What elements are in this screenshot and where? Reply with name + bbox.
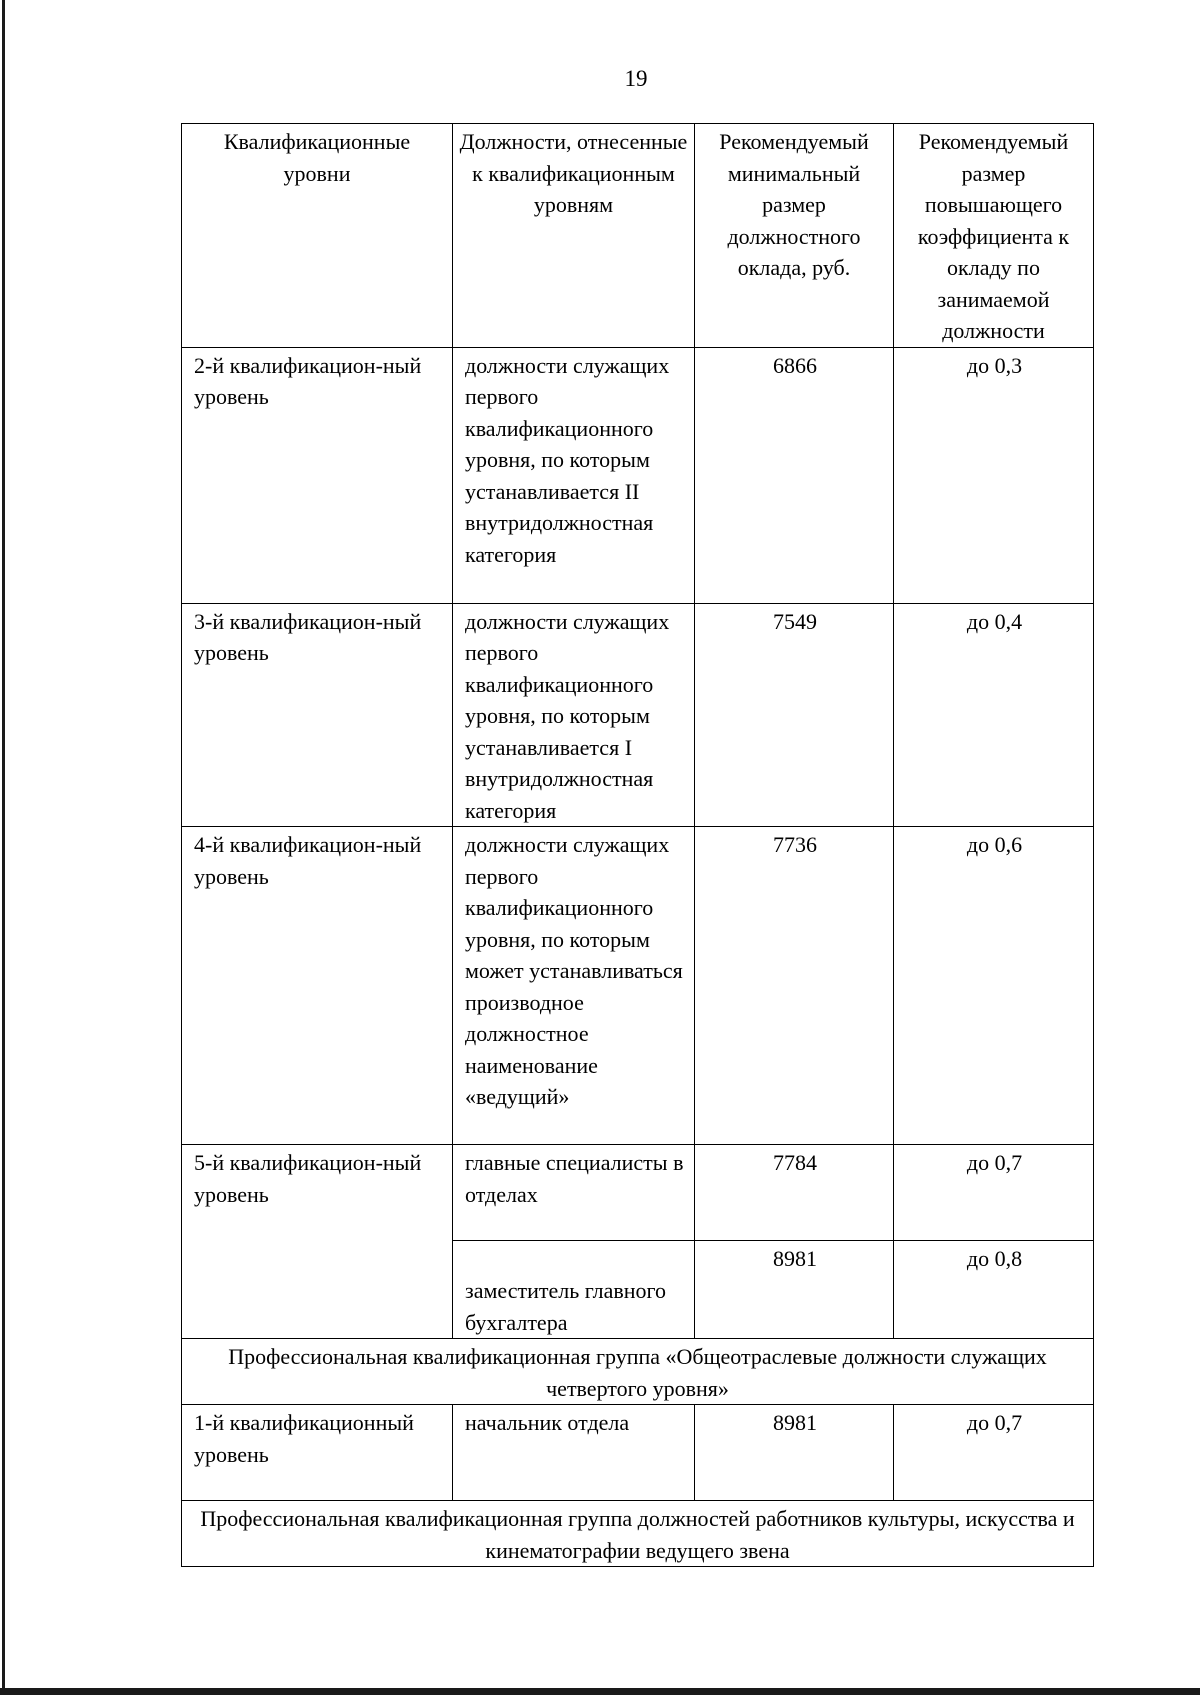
salary-cell: 6866 <box>695 347 894 603</box>
coefficient-cell: до 0,6 <box>894 827 1094 1145</box>
group-heading: Профессиональная квалификационная группа должностей работников культуры, искусства и кинематографии ведущего звена <box>182 1501 1094 1567</box>
table-row <box>182 603 1094 827</box>
group-heading: Профессиональная квалификационная группа «Общеотраслевые должности служащих четвертого уровня» <box>182 1339 1094 1405</box>
coefficient-cell: до 0,4 <box>894 603 1094 827</box>
coefficient-cell: до 0,3 <box>894 347 1094 603</box>
position-cell: должности служащих первого квалификационного уровня, по которым может устанавливаться производное должностное наименование «ведущий» <box>453 827 695 1145</box>
salary-table <box>181 123 1094 1567</box>
header-positions: Должности, отнесенные к квалификационным уровням <box>453 124 695 348</box>
position-cell: заместитель главного бухгалтера <box>453 1241 695 1339</box>
table-row <box>182 1405 1094 1501</box>
scan-edge-bottom <box>0 1688 1200 1695</box>
scan-edge-left <box>2 0 5 1695</box>
position-cell: главные специалисты в отделах <box>453 1145 695 1241</box>
level-cell: 4-й квалификацион-ный уровень <box>182 827 453 1145</box>
header-qualification-levels: Квалификационные уровни <box>182 124 453 348</box>
header-min-salary: Рекомендуемый минимальный размер должностного оклада, руб. <box>695 124 894 348</box>
coefficient-cell: до 0,8 <box>894 1241 1094 1339</box>
level-cell: 3-й квалификацион-ный уровень <box>182 603 453 827</box>
salary-cell: 8981 <box>695 1405 894 1501</box>
level-cell: 1-й квалификационный уровень <box>182 1405 453 1501</box>
group-row <box>182 1501 1094 1567</box>
position-cell: начальник отдела <box>453 1405 695 1501</box>
level-cell: 5-й квалификацион-ный уровень <box>182 1145 453 1339</box>
position-cell: должности служащих первого квалификационного уровня, по которым устанавливается II внутридолжностная категория <box>453 347 695 603</box>
salary-cell: 7736 <box>695 827 894 1145</box>
coefficient-cell: до 0,7 <box>894 1405 1094 1501</box>
coefficient-cell: до 0,7 <box>894 1145 1094 1241</box>
level-cell: 2-й квалификацион-ный уровень <box>182 347 453 603</box>
salary-cell: 7784 <box>695 1145 894 1241</box>
page-number: 19 <box>624 66 648 91</box>
group-row <box>182 1339 1094 1405</box>
table-header-row <box>182 124 1094 348</box>
table-row <box>182 347 1094 603</box>
position-cell: должности служащих первого квалификационного уровня, по которым устанавливается I внутридолжностная категория <box>453 603 695 827</box>
table-row <box>182 1145 1094 1241</box>
salary-cell: 7549 <box>695 603 894 827</box>
salary-cell: 8981 <box>695 1241 894 1339</box>
table-row <box>182 827 1094 1145</box>
header-coefficient: Рекомендуемый размер повышающего коэффициента к окладу по занимаемой должности <box>894 124 1094 348</box>
